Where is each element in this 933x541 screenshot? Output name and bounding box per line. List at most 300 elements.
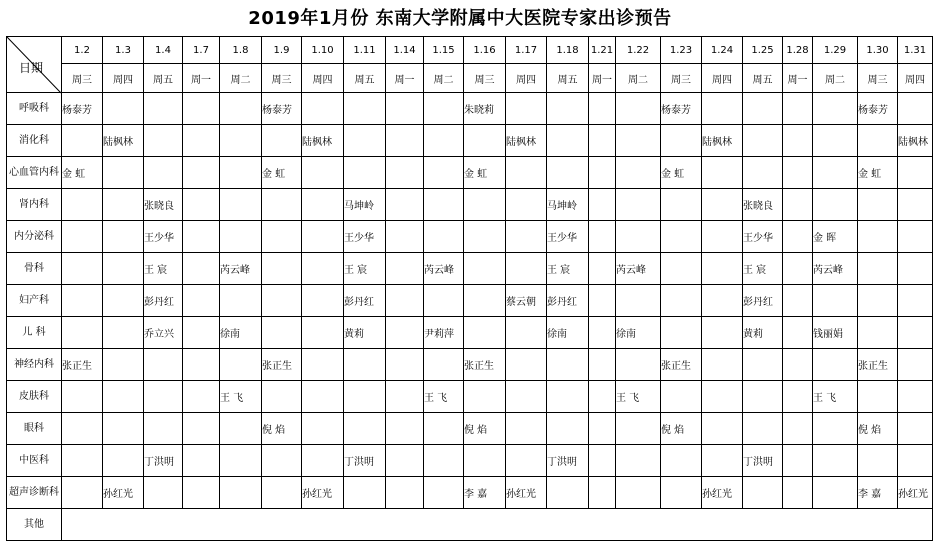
doctor-cell xyxy=(344,125,386,157)
doctor-cell: 张正生 xyxy=(262,349,302,381)
doctor-cell xyxy=(220,477,262,509)
doctor-cell xyxy=(386,413,424,445)
doctor-cell xyxy=(220,285,262,317)
doctor-cell xyxy=(589,221,616,253)
doctor-cell xyxy=(813,285,858,317)
doctor-cell xyxy=(898,413,933,445)
doctor-cell xyxy=(62,285,103,317)
doctor-cell: 杨泰芳 xyxy=(262,93,302,125)
date-cell: 1.29 xyxy=(813,37,858,64)
doctor-cell xyxy=(858,221,898,253)
doctor-cell: 孙红光 xyxy=(103,477,144,509)
weekday-cell: 周五 xyxy=(344,64,386,93)
weekday-cell: 周二 xyxy=(220,64,262,93)
department-row xyxy=(7,477,933,509)
doctor-cell: 张正生 xyxy=(62,349,103,381)
department-name: 内分泌科 xyxy=(7,221,62,253)
doctor-cell xyxy=(898,317,933,349)
doctor-cell xyxy=(616,413,661,445)
date-cell: 1.24 xyxy=(702,37,743,64)
doctor-cell xyxy=(589,349,616,381)
date-cell: 1.14 xyxy=(386,37,424,64)
doctor-cell xyxy=(103,253,144,285)
doctor-cell xyxy=(144,125,183,157)
doctor-cell: 芮云峰 xyxy=(220,253,262,285)
doctor-cell xyxy=(386,93,424,125)
doctor-cell xyxy=(183,413,220,445)
corner-cell xyxy=(7,37,62,93)
doctor-cell xyxy=(424,445,464,477)
doctor-cell: 陆枫林 xyxy=(898,125,933,157)
doctor-cell xyxy=(898,445,933,477)
doctor-cell xyxy=(464,125,506,157)
doctor-cell xyxy=(898,285,933,317)
doctor-cell xyxy=(262,317,302,349)
doctor-cell xyxy=(616,285,661,317)
doctor-cell xyxy=(783,253,813,285)
doctor-cell xyxy=(702,381,743,413)
doctor-cell xyxy=(506,221,547,253)
doctor-cell: 王少华 xyxy=(144,221,183,253)
doctor-cell: 倪 焰 xyxy=(858,413,898,445)
department-row xyxy=(7,253,933,285)
doctor-cell xyxy=(858,445,898,477)
doctor-cell xyxy=(813,157,858,189)
date-cell: 1.11 xyxy=(344,37,386,64)
doctor-cell xyxy=(506,445,547,477)
doctor-cell xyxy=(62,125,103,157)
doctor-cell: 张正生 xyxy=(464,349,506,381)
doctor-cell: 黄莉 xyxy=(743,317,783,349)
doctor-cell xyxy=(616,125,661,157)
doctor-cell: 徐南 xyxy=(616,317,661,349)
doctor-cell xyxy=(783,221,813,253)
doctor-cell xyxy=(386,221,424,253)
doctor-cell xyxy=(103,317,144,349)
doctor-cell xyxy=(702,157,743,189)
doctor-cell xyxy=(743,157,783,189)
department-row xyxy=(7,93,933,125)
doctor-cell xyxy=(616,93,661,125)
doctor-cell xyxy=(262,189,302,221)
doctor-cell: 倪 焰 xyxy=(661,413,702,445)
doctor-cell xyxy=(661,477,702,509)
doctor-cell xyxy=(424,189,464,221)
doctor-cell xyxy=(183,189,220,221)
doctor-cell xyxy=(220,189,262,221)
department-row xyxy=(7,285,933,317)
doctor-cell xyxy=(386,477,424,509)
weekday-cell: 周三 xyxy=(464,64,506,93)
date-cell: 1.8 xyxy=(220,37,262,64)
doctor-cell xyxy=(702,317,743,349)
doctor-cell xyxy=(616,445,661,477)
department-name: 呼吸科 xyxy=(7,93,62,125)
doctor-cell xyxy=(62,253,103,285)
doctor-cell xyxy=(813,93,858,125)
doctor-cell xyxy=(661,221,702,253)
doctor-cell xyxy=(702,221,743,253)
doctor-cell xyxy=(464,285,506,317)
doctor-cell xyxy=(144,349,183,381)
doctor-cell xyxy=(858,381,898,413)
doctor-cell: 彭丹红 xyxy=(743,285,783,317)
department-row xyxy=(7,413,933,445)
weekday-cell: 周四 xyxy=(506,64,547,93)
doctor-cell xyxy=(702,285,743,317)
department-name: 妇产科 xyxy=(7,285,62,317)
doctor-cell xyxy=(62,445,103,477)
doctor-cell xyxy=(589,93,616,125)
doctor-cell xyxy=(589,285,616,317)
doctor-cell xyxy=(898,221,933,253)
doctor-cell: 孙红光 xyxy=(506,477,547,509)
doctor-cell xyxy=(262,221,302,253)
doctor-cell: 彭丹红 xyxy=(547,285,589,317)
doctor-cell: 陆枫林 xyxy=(103,125,144,157)
doctor-cell xyxy=(262,285,302,317)
doctor-cell xyxy=(144,93,183,125)
doctor-cell xyxy=(547,381,589,413)
doctor-cell xyxy=(661,445,702,477)
department-name: 消化科 xyxy=(7,125,62,157)
doctor-cell: 陆枫林 xyxy=(506,125,547,157)
doctor-cell xyxy=(547,125,589,157)
doctor-cell xyxy=(183,349,220,381)
doctor-cell: 王 宸 xyxy=(743,253,783,285)
doctor-cell xyxy=(661,381,702,413)
doctor-cell xyxy=(262,381,302,413)
date-cell: 1.10 xyxy=(302,37,344,64)
doctor-cell xyxy=(386,285,424,317)
doctor-cell xyxy=(506,93,547,125)
doctor-cell xyxy=(589,253,616,285)
weekday-cell: 周四 xyxy=(898,64,933,93)
doctor-cell xyxy=(103,189,144,221)
doctor-cell xyxy=(183,253,220,285)
date-cell: 1.2 xyxy=(62,37,103,64)
doctor-cell xyxy=(183,381,220,413)
doctor-cell xyxy=(506,413,547,445)
doctor-cell xyxy=(898,253,933,285)
doctor-cell xyxy=(344,413,386,445)
doctor-cell xyxy=(506,381,547,413)
date-cell: 1.30 xyxy=(858,37,898,64)
department-name: 心血管内科 xyxy=(7,157,62,189)
department-name: 骨科 xyxy=(7,253,62,285)
doctor-cell xyxy=(302,93,344,125)
doctor-cell xyxy=(424,221,464,253)
date-cell: 1.3 xyxy=(103,37,144,64)
doctor-cell xyxy=(344,93,386,125)
doctor-cell xyxy=(813,189,858,221)
doctor-cell xyxy=(262,253,302,285)
date-cell: 1.28 xyxy=(783,37,813,64)
doctor-cell: 王少华 xyxy=(743,221,783,253)
doctor-cell xyxy=(183,445,220,477)
doctor-cell xyxy=(220,93,262,125)
doctor-cell xyxy=(813,477,858,509)
weekday-cell: 周三 xyxy=(62,64,103,93)
weekday-cell: 周二 xyxy=(616,64,661,93)
doctor-cell xyxy=(813,445,858,477)
doctor-cell xyxy=(898,189,933,221)
doctor-cell: 彭丹红 xyxy=(344,285,386,317)
doctor-cell xyxy=(702,445,743,477)
doctor-cell xyxy=(858,125,898,157)
doctor-cell xyxy=(898,93,933,125)
doctor-cell xyxy=(262,445,302,477)
doctor-cell xyxy=(302,285,344,317)
doctor-cell: 王 飞 xyxy=(616,381,661,413)
doctor-cell: 金 晖 xyxy=(813,221,858,253)
doctor-cell xyxy=(702,349,743,381)
doctor-cell xyxy=(661,285,702,317)
doctor-cell xyxy=(743,381,783,413)
doctor-cell xyxy=(616,157,661,189)
date-cell: 1.16 xyxy=(464,37,506,64)
doctor-cell xyxy=(702,189,743,221)
doctor-cell: 朱晓莉 xyxy=(464,93,506,125)
doctor-cell xyxy=(302,189,344,221)
doctor-cell xyxy=(103,157,144,189)
doctor-cell xyxy=(464,445,506,477)
doctor-cell xyxy=(424,125,464,157)
doctor-cell xyxy=(424,413,464,445)
doctor-cell xyxy=(616,349,661,381)
date-cell: 1.15 xyxy=(424,37,464,64)
doctor-cell xyxy=(783,349,813,381)
doctor-cell xyxy=(183,125,220,157)
doctor-cell: 金 虹 xyxy=(62,157,103,189)
doctor-cell xyxy=(661,317,702,349)
doctor-cell xyxy=(464,381,506,413)
doctor-cell xyxy=(589,317,616,349)
doctor-cell: 彭丹红 xyxy=(144,285,183,317)
doctor-cell: 张正生 xyxy=(858,349,898,381)
weekday-cell: 周一 xyxy=(783,64,813,93)
doctor-cell xyxy=(344,381,386,413)
doctor-cell xyxy=(616,221,661,253)
weekday-cell: 周二 xyxy=(813,64,858,93)
doctor-cell xyxy=(813,349,858,381)
weekday-cell: 周二 xyxy=(424,64,464,93)
weekday-cell: 周五 xyxy=(743,64,783,93)
doctor-cell xyxy=(386,253,424,285)
doctor-cell: 张晓良 xyxy=(743,189,783,221)
doctor-cell xyxy=(783,285,813,317)
doctor-cell xyxy=(813,125,858,157)
doctor-cell xyxy=(103,445,144,477)
doctor-cell: 孙红光 xyxy=(702,477,743,509)
doctor-cell: 蔡云朝 xyxy=(506,285,547,317)
doctor-cell xyxy=(783,157,813,189)
date-cell: 1.21 xyxy=(589,37,616,64)
doctor-cell xyxy=(302,413,344,445)
other-notes-cell xyxy=(62,509,933,541)
doctor-cell: 钱丽娟 xyxy=(813,317,858,349)
weekday-header-row xyxy=(7,64,933,93)
doctor-cell: 丁洪明 xyxy=(547,445,589,477)
doctor-cell xyxy=(302,381,344,413)
doctor-cell xyxy=(183,157,220,189)
doctor-cell xyxy=(302,349,344,381)
doctor-cell xyxy=(144,413,183,445)
doctor-cell xyxy=(103,349,144,381)
weekday-cell: 周四 xyxy=(702,64,743,93)
doctor-cell xyxy=(62,381,103,413)
doctor-cell: 陆枫林 xyxy=(702,125,743,157)
doctor-cell xyxy=(262,477,302,509)
doctor-cell xyxy=(220,445,262,477)
doctor-cell xyxy=(783,445,813,477)
doctor-cell: 丁洪明 xyxy=(743,445,783,477)
doctor-cell xyxy=(898,381,933,413)
doctor-cell xyxy=(424,93,464,125)
doctor-cell xyxy=(424,285,464,317)
weekday-cell: 周三 xyxy=(262,64,302,93)
department-name: 皮肤科 xyxy=(7,381,62,413)
doctor-cell xyxy=(743,349,783,381)
doctor-cell: 乔立兴 xyxy=(144,317,183,349)
doctor-cell xyxy=(547,157,589,189)
doctor-cell xyxy=(743,125,783,157)
doctor-cell xyxy=(783,317,813,349)
doctor-cell xyxy=(547,413,589,445)
doctor-cell: 芮云峰 xyxy=(424,253,464,285)
weekday-cell: 周四 xyxy=(302,64,344,93)
department-row xyxy=(7,221,933,253)
schedule-table xyxy=(6,36,933,541)
doctor-cell xyxy=(62,189,103,221)
doctor-cell xyxy=(702,93,743,125)
doctor-cell xyxy=(589,445,616,477)
doctor-cell: 王少华 xyxy=(547,221,589,253)
weekday-cell: 周五 xyxy=(547,64,589,93)
doctor-cell xyxy=(616,477,661,509)
doctor-cell xyxy=(783,189,813,221)
doctor-cell xyxy=(62,221,103,253)
doctor-cell xyxy=(220,157,262,189)
doctor-cell xyxy=(813,413,858,445)
department-row xyxy=(7,317,933,349)
doctor-cell xyxy=(424,349,464,381)
department-name: 儿 科 xyxy=(7,317,62,349)
date-cell: 1.25 xyxy=(743,37,783,64)
doctor-cell xyxy=(506,253,547,285)
department-row xyxy=(7,349,933,381)
department-row xyxy=(7,157,933,189)
doctor-cell: 张晓良 xyxy=(144,189,183,221)
doctor-cell: 尹莉萍 xyxy=(424,317,464,349)
doctor-cell: 杨泰芳 xyxy=(661,93,702,125)
doctor-cell: 杨泰芳 xyxy=(62,93,103,125)
doctor-cell xyxy=(661,253,702,285)
doctor-cell xyxy=(783,413,813,445)
department-name: 超声诊断科 xyxy=(7,477,62,509)
doctor-cell xyxy=(506,189,547,221)
department-name: 神经内科 xyxy=(7,349,62,381)
doctor-cell: 徐南 xyxy=(547,317,589,349)
doctor-cell: 张正生 xyxy=(661,349,702,381)
doctor-cell: 陆枫林 xyxy=(302,125,344,157)
weekday-cell: 周三 xyxy=(858,64,898,93)
doctor-cell xyxy=(386,349,424,381)
doctor-cell: 王 宸 xyxy=(144,253,183,285)
doctor-cell: 王 飞 xyxy=(813,381,858,413)
doctor-cell: 杨泰芳 xyxy=(858,93,898,125)
doctor-cell: 孙红光 xyxy=(898,477,933,509)
weekday-cell: 周五 xyxy=(144,64,183,93)
page-title: 2019年1月份 东南大学附属中大医院专家出诊预告 xyxy=(248,8,672,29)
doctor-cell xyxy=(183,93,220,125)
department-row xyxy=(7,445,933,477)
doctor-cell xyxy=(424,477,464,509)
doctor-cell: 王 宸 xyxy=(344,253,386,285)
date-cell: 1.22 xyxy=(616,37,661,64)
doctor-cell: 倪 焰 xyxy=(464,413,506,445)
doctor-cell xyxy=(62,317,103,349)
doctor-cell: 金 虹 xyxy=(464,157,506,189)
doctor-cell xyxy=(220,349,262,381)
doctor-cell xyxy=(506,317,547,349)
doctor-cell: 王少华 xyxy=(344,221,386,253)
doctor-cell: 孙红光 xyxy=(302,477,344,509)
doctor-cell: 丁洪明 xyxy=(144,445,183,477)
date-cell: 1.18 xyxy=(547,37,589,64)
doctor-cell xyxy=(589,157,616,189)
doctor-cell xyxy=(183,285,220,317)
doctor-cell: 徐南 xyxy=(220,317,262,349)
doctor-cell xyxy=(858,285,898,317)
doctor-cell xyxy=(302,157,344,189)
doctor-cell xyxy=(898,349,933,381)
department-name: 眼科 xyxy=(7,413,62,445)
doctor-cell xyxy=(783,93,813,125)
doctor-cell xyxy=(589,189,616,221)
weekday-cell: 周三 xyxy=(661,64,702,93)
doctor-cell xyxy=(344,349,386,381)
doctor-cell xyxy=(220,413,262,445)
doctor-cell xyxy=(103,381,144,413)
doctor-cell xyxy=(302,253,344,285)
department-name: 肾内科 xyxy=(7,189,62,221)
weekday-cell: 周一 xyxy=(183,64,220,93)
doctor-cell xyxy=(506,349,547,381)
doctor-cell xyxy=(344,157,386,189)
doctor-cell: 王 飞 xyxy=(220,381,262,413)
doctor-cell xyxy=(743,93,783,125)
doctor-cell xyxy=(183,221,220,253)
doctor-cell xyxy=(103,221,144,253)
date-cell: 1.23 xyxy=(661,37,702,64)
doctor-cell xyxy=(464,253,506,285)
doctor-cell xyxy=(702,413,743,445)
doctor-cell xyxy=(858,253,898,285)
doctor-cell xyxy=(144,381,183,413)
doctor-cell xyxy=(386,125,424,157)
doctor-cell: 李 嘉 xyxy=(464,477,506,509)
department-row xyxy=(7,381,933,413)
department-row xyxy=(7,189,933,221)
doctor-cell xyxy=(858,189,898,221)
doctor-cell xyxy=(783,381,813,413)
doctor-cell: 金 虹 xyxy=(858,157,898,189)
doctor-cell xyxy=(506,157,547,189)
department-row xyxy=(7,125,933,157)
doctor-cell xyxy=(898,157,933,189)
doctor-cell: 王 宸 xyxy=(547,253,589,285)
